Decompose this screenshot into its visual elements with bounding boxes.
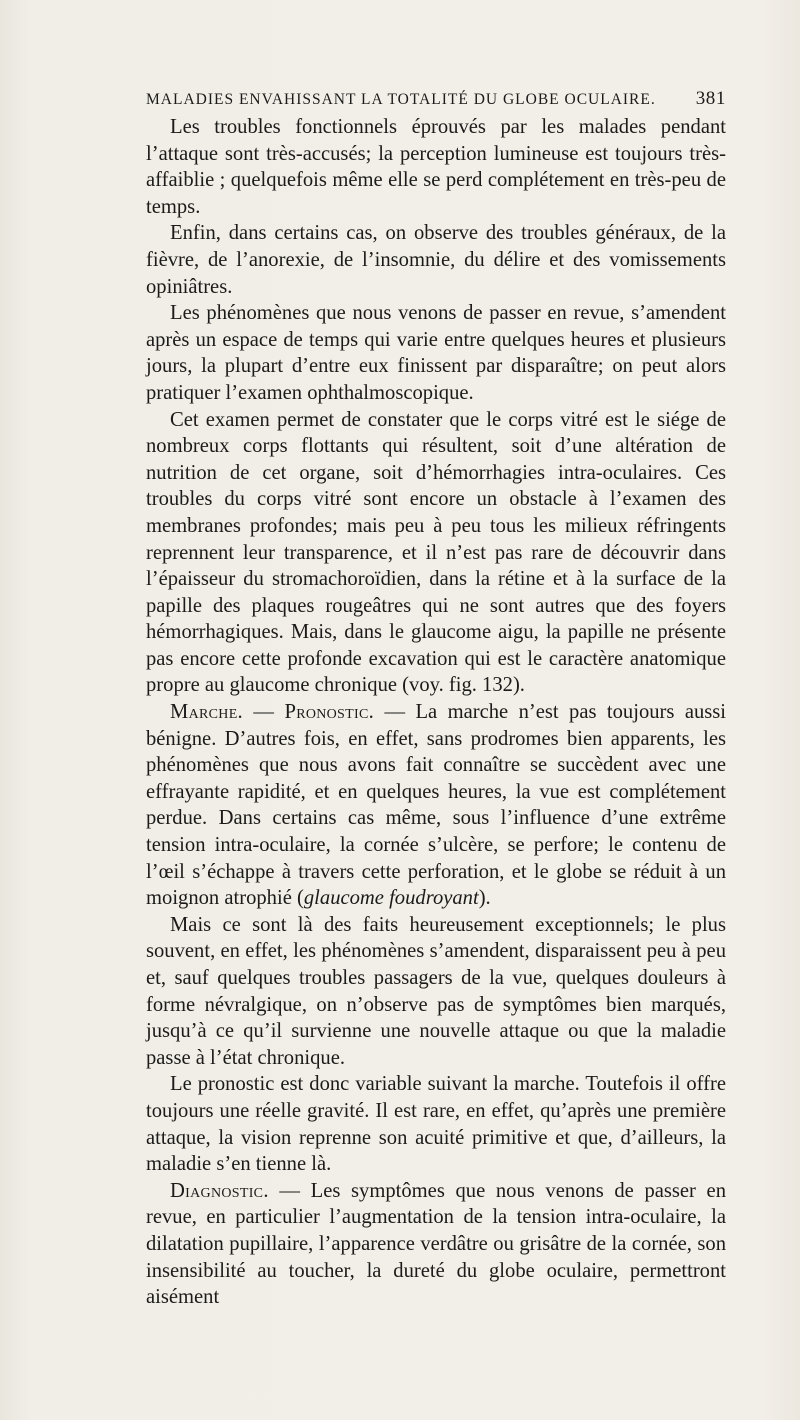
- paragraph-exceptional-facts: Mais ce sont là des faits heureusement exceptionnels; le plus souvent, en effet, les phénomènes s’amendent, disparaissent peu à peu et, sauf quelques troubles passagers de la vue, quelques douleurs à forme névralgique, on n’observe pas de symptômes bien marqués, jusqu’à ce qu’il survienne une nouvelle attaque ou que la maladie passe à l’état chronique.: [146, 913, 726, 1069]
- paragraph-general-troubles: Enfin, dans certains cas, on observe des troubles généraux, de la fièvre, de l’anorexie, de l’insomnie, du délire et des vomissements opiniâtres.: [146, 222, 726, 298]
- running-head: [146, 88, 726, 110]
- page-number: 381: [695, 88, 726, 109]
- section-heading-pronostic: Pronostic.: [284, 701, 375, 724]
- section-heading-diagnostic: Diagnostic.: [170, 1179, 269, 1202]
- paragraph-phenomena-amend: Les phénomènes que nous venons de passer en revue, s’amendent après un espace de temps qui varie entre quelques heures et plusieurs jours, la plupart d’entre eux finissent par disparaître; on peut alors pratiquer l’examen ophthalmoscopique.: [146, 302, 726, 404]
- paragraph-diagnostic: Diagnostic. — Les symptômes que nous venons de passer en revue, en particulier l’augmentation de la tension intra-oculaire, la dilatation pupillaire, l’apparence verdâtre ou grisâtre de la cornée, son insensibilité au toucher, la dureté du globe oculaire, permettront aisément: [146, 1179, 726, 1309]
- diagnostic-text: Les symptômes que nous venons de passer en revue, en particulier l’augmentation de la tension intra-oculaire, la dilatation pupillaire, l’apparence verdâtre ou grisâtre de la cornée, son insensibilité au toucher, la dureté du globe oculaire, permettront aisément: [146, 1179, 726, 1309]
- paragraph-ophthalmoscopic-exam: Cet examen permet de constater que le corps vitré est le siége de nombreux corps flottants qui résultent, soit d’une altération de nutrition de cet organe, soit d’hémorrhagies intra-oculaires. Ces troubles du corps vitré sont encore un obstacle à l’examen des membranes profondes; mais peu à peu tous les milieux réfringents reprennent leur transparence, et il n’est pas rare de découvrir dans l’épaisseur du stromachoroïdien, dans la rétine et à la surface de la papille des plaques rougeâtres qui ne sont autres que des foyers hémorrhagiques. Mais, dans le glaucome aigu, la papille ne présente pas encore cette profonde excavation qui est le caractère anatomique propre au glaucome chronique (voy. fig. 132).: [146, 408, 726, 697]
- glaucome-foudroyant-term: glaucome foudroyant: [303, 887, 479, 910]
- marche-text: La marche n’est pas toujours aussi bénigne. D’autres fois, en effet, sans prodromes bien apparents, les phénomènes que nous avons fait connaître se succèdent avec une effrayante rapidité, et en quelques heures, la vue est complétement perdue. Dans certains cas même, sous l’influence d’une extrême tension intra-oculaire, la cornée s’ulcère, se perfore; le contenu de l’œil s’échappe à travers cette perforation, et le globe se réduit à un moignon atrophié: [146, 701, 727, 910]
- paragraph-functional-troubles: Les troubles fonctionnels éprouvés par les malades pendant l’attaque sont très-accusés; la perception lumineuse est toujours très-affaiblie ; quelquefois même elle se perd complétement en très-peu de temps.: [146, 116, 726, 218]
- body-text: [146, 114, 726, 1311]
- running-title: MALADIES ENVAHISSANT LA TOTALITÉ DU GLOBE OCULAIRE.: [146, 91, 656, 108]
- paragraph-prognosis-gravity: Le pronostic est donc variable suivant la marche. Toutefois il offre toujours une réelle gravité. Il est rare, en effet, qu’après une première attaque, la vision reprenne son acuité primitive et que, d’ailleurs, la maladie s’en tienne là.: [146, 1073, 726, 1176]
- paragraph-marche-pronostic: Marche. — Pronostic. — La marche n’est pas toujours aussi bénigne. D’autres fois, en effet, sans prodromes bien apparents, les phénomènes que nous avons fait connaître se succèdent avec une effrayante rapidité, et en quelques heures, la vue est complétement perdue. Dans certains cas même, sous l’influence d’une extrême tension intra-oculaire, la cornée s’ulcère, se perfore; le contenu de l’œil s’échappe à travers cette perforation, et le globe se réduit à un moignon atrophié (glaucome foudroyant).: [146, 701, 727, 910]
- section-heading-marche: Marche.: [170, 701, 244, 724]
